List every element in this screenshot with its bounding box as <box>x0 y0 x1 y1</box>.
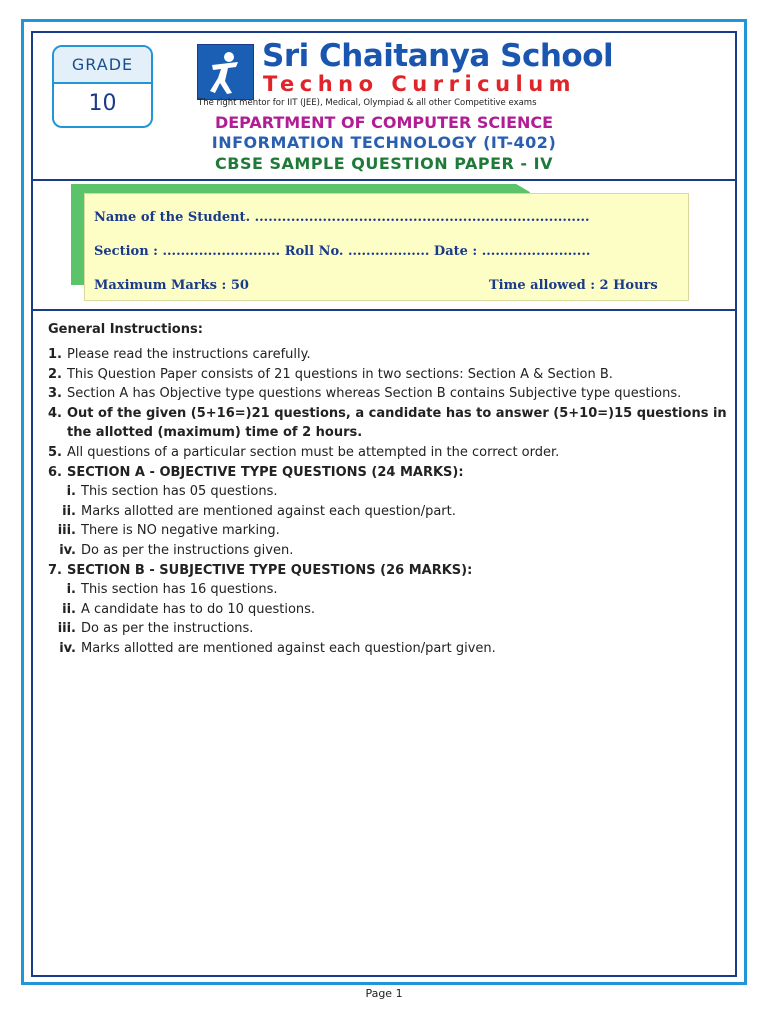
instruction-subitem <box>48 580 728 600</box>
instruction-subitem <box>48 502 728 522</box>
instruction-number: 4. <box>48 405 62 421</box>
instruction-item <box>48 345 728 365</box>
paper-title: CBSE SAMPLE QUESTION PAPER - IV <box>215 154 553 173</box>
instruction-item <box>48 365 728 385</box>
instruction-subitem <box>48 619 728 639</box>
instruction-text: Marks allotted are mentioned against each question/part given. <box>81 640 496 656</box>
page-number: Page 1 <box>365 987 403 1000</box>
instruction-text: Do as per the instructions given. <box>81 542 294 558</box>
instruction-subitem <box>48 521 728 541</box>
instruction-item <box>48 561 728 581</box>
instruction-text: Please read the instructions carefully. <box>66 347 311 362</box>
instruction-item <box>48 404 728 443</box>
instructions-heading: General Instructions: <box>48 322 203 337</box>
grade-label: GRADE <box>54 47 151 84</box>
instruction-number: 5. <box>48 444 62 460</box>
instruction-text: This section has 05 questions. <box>81 484 278 500</box>
instructions-list <box>48 345 728 659</box>
instruction-number: iii. <box>57 621 76 637</box>
instruction-number: 7. <box>48 562 62 578</box>
instruction-number: i. <box>66 582 76 598</box>
instruction-text: Do as per the instructions. <box>81 621 254 637</box>
instruction-text: All questions of a particular section must be attempted in the correct order. <box>66 444 560 460</box>
instruction-item <box>48 443 728 463</box>
maximum-marks: Maximum Marks : 50 <box>94 278 249 293</box>
instruction-text: Out of the given (5+16=)21 questions, a candidate has to answer (5+10=)15 questions in the allotted (maximum) time of 2 hours. <box>66 405 727 441</box>
instruction-number: iv. <box>59 640 76 656</box>
instruction-number: ii. <box>62 601 76 617</box>
instruction-number: iii. <box>57 523 76 539</box>
section-roll-date-field: Section : .......................... Roll No. .................. Date : ........................ <box>94 244 591 259</box>
form-divider <box>33 309 735 311</box>
instruction-subitem <box>48 482 728 502</box>
instruction-number: ii. <box>62 503 76 519</box>
instruction-text: This Question Paper consists of 21 questions in two sections: Section A & Section B. <box>66 366 613 382</box>
instruction-text: SECTION B - SUBJECTIVE TYPE QUESTIONS (26 MARKS): <box>66 562 473 578</box>
instruction-subitem <box>48 541 728 561</box>
subject-title: INFORMATION TECHNOLOGY (IT-402) <box>211 133 557 152</box>
instruction-number: 6. <box>48 464 62 480</box>
grade-value: 10 <box>88 91 117 116</box>
instruction-number: 1. <box>48 347 62 362</box>
instruction-text: SECTION A - OBJECTIVE TYPE QUESTIONS (24 MARKS): <box>66 464 464 480</box>
instruction-text: A candidate has to do 10 questions. <box>81 601 316 617</box>
instruction-subitem <box>48 639 728 659</box>
department-title: DEPARTMENT OF COMPUTER SCIENCE <box>214 113 554 132</box>
instruction-text: This section has 16 questions. <box>81 582 278 598</box>
instruction-number: 2. <box>48 366 62 382</box>
instruction-number: 3. <box>48 386 62 402</box>
instruction-text: Section A has Objective type questions whereas Section B contains Subjective type questions. <box>66 386 682 402</box>
instruction-item <box>48 463 728 483</box>
school-logo <box>197 44 254 100</box>
instruction-text: Marks allotted are mentioned against each question/part. <box>81 503 456 519</box>
runner-logo-icon <box>198 45 253 99</box>
instruction-text: There is NO negative marking. <box>81 523 280 539</box>
curriculum-name: Techno Curriculum <box>263 72 577 96</box>
student-name-field: Name of the Student. .......................................................................... <box>94 210 590 225</box>
time-allowed: Time allowed : 2 Hours <box>489 278 658 293</box>
school-name: Sri Chaitanya School <box>262 38 614 74</box>
instruction-number: i. <box>66 484 76 500</box>
instruction-number: iv. <box>59 542 76 558</box>
school-tagline: The right mentor for IIT (JEE), Medical, Olympiad & all other Competitive exams <box>198 98 537 108</box>
instruction-subitem <box>48 600 728 620</box>
header-divider <box>33 179 735 181</box>
general-instructions <box>48 320 728 659</box>
instruction-item <box>48 384 728 404</box>
